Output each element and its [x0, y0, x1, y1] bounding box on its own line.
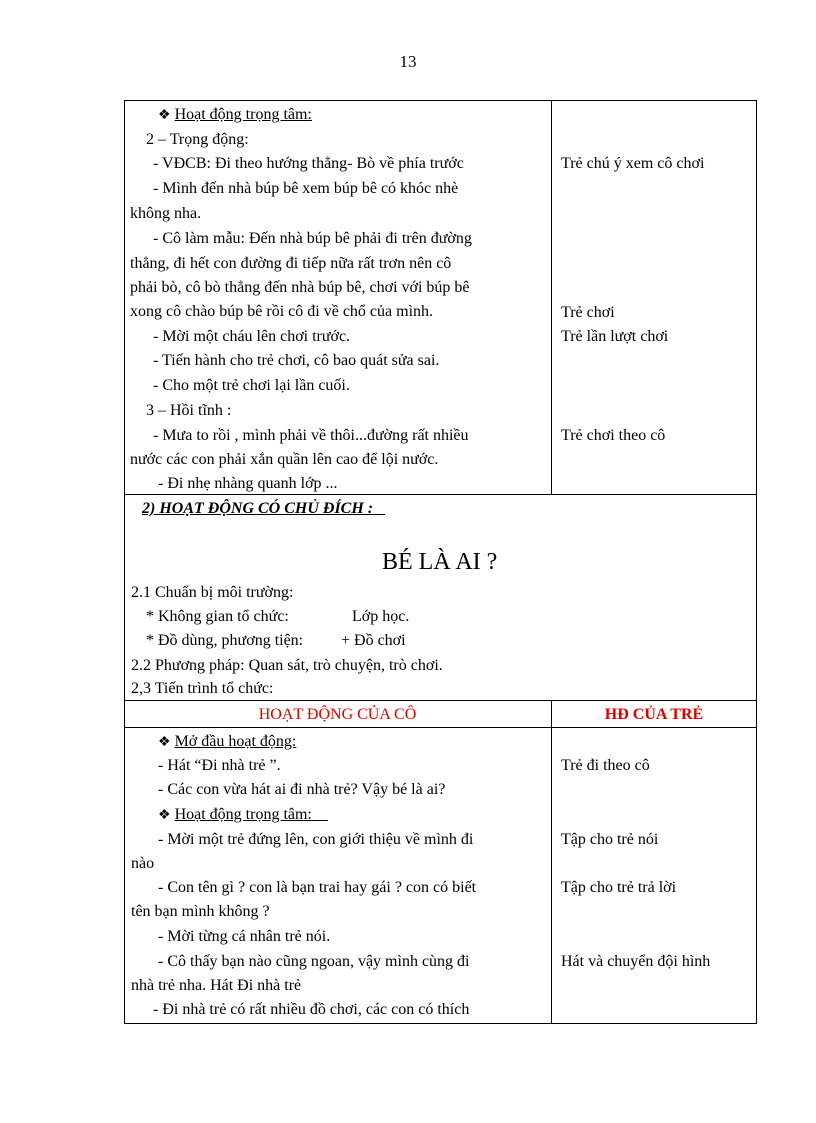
- text-line: - Mời từng cá nhân trẻ nói.: [158, 928, 331, 945]
- text-line: * Đồ dùng, phương tiện:: [146, 632, 304, 649]
- text-line: không nha.: [130, 205, 202, 222]
- text-line: - Cô thấy bạn nào cũng ngoan, vậy mình cùng đi: [158, 953, 470, 970]
- text-line: xong cô chào búp bê rồi cô đi về chổ của mình.: [130, 303, 434, 320]
- teacher-column-header: HOẠT ĐỘNG CỦA CÔ: [258, 706, 417, 723]
- column-divider: [551, 700, 552, 1024]
- child-activity: Trẻ chú ý xem cô chơi: [561, 155, 705, 172]
- header-divider: [124, 727, 757, 728]
- activity-heading: 2) HOẠT ĐỘNG CÓ CHỦ ĐÍCH :: [142, 500, 374, 517]
- section-heading: ❖ Hoạt động trọng tâm:: [158, 806, 312, 823]
- text-line: 2.1 Chuẩn bị môi trường:: [131, 584, 294, 601]
- text-line: 2.2 Phương pháp: Quan sát, trò chuyện, trò chơi.: [131, 657, 443, 674]
- page-number: 13: [399, 52, 417, 71]
- text-line: tên bạn mình không ?: [131, 903, 270, 920]
- text-line: Lớp học.: [352, 608, 410, 625]
- text-line: nào: [131, 855, 155, 872]
- text-line: thẳng, đi hết con đường đi tiếp nữa rất trơn nên cô: [130, 255, 452, 272]
- column-divider: [551, 100, 552, 495]
- child-activity: Tập cho trẻ trả lời: [561, 879, 677, 896]
- lesson-title: BÉ LÀ AI ?: [382, 549, 498, 575]
- child-activity: Trẻ lần lượt chơi: [561, 328, 669, 345]
- text-line: - Đi nhẹ nhàng quanh lớp ...: [158, 475, 338, 492]
- text-line: - Cho một trẻ chơi lại lần cuối.: [153, 377, 350, 394]
- text-line: - Hát “Đi nhà trẻ ”.: [158, 757, 281, 774]
- text-line: + Đồ chơi: [341, 632, 406, 649]
- child-column-header: HĐ CỦA TRẺ: [604, 706, 704, 723]
- text-line: * Không gian tổ chức:: [146, 608, 289, 625]
- section-heading: ❖ Mở đầu hoạt động:: [158, 733, 297, 750]
- text-line: - Tiến hành cho trẻ chơi, cô bao quát sửa sai.: [153, 352, 440, 369]
- text-line: 2 – Trọng động:: [146, 131, 249, 148]
- table-divider: [124, 700, 757, 701]
- text-line: - Cô làm mẫu: Đến nhà búp bê phải đi trên đường: [153, 230, 472, 247]
- section-heading: ❖ Hoạt động trọng tâm:: [158, 106, 312, 123]
- diamond-bullet-icon: ❖: [158, 108, 171, 123]
- text-line: - VĐCB: Đi theo hướng thẳng- Bò về phía trước: [153, 155, 464, 172]
- text-line: - Mưa to rồi , mình phải về thôi...đường rất nhiều: [153, 427, 469, 444]
- text-line: 3 – Hồi tĩnh :: [146, 402, 232, 419]
- text-line: nước các con phải xắn quần lên cao để lội nước.: [130, 451, 439, 468]
- text-line: phải bò, cô bò thẳng đến nhà búp bê, chơi với búp bê: [130, 279, 470, 296]
- child-activity: Trẻ đi theo cô: [561, 757, 650, 774]
- child-activity: Trẻ chơi theo cô: [561, 427, 666, 444]
- text-line: - Con tên gì ? con là bạn trai hay gái ? con có biết: [158, 879, 477, 896]
- child-activity: Tập cho trẻ nói: [561, 831, 659, 848]
- text-line: - Mình đến nhà búp bê xem búp bê có khóc nhè: [153, 180, 459, 197]
- text-line: - Đi nhà trẻ có rất nhiều đồ chơi, các con có thích: [153, 1001, 470, 1018]
- text-line: - Mời một cháu lên chơi trước.: [153, 328, 351, 345]
- text-line: - Các con vừa hát ai đi nhà trẻ? Vậy bé là ai?: [158, 781, 446, 798]
- text-line: - Mời một trẻ đứng lên, con giới thiệu về mình đi: [158, 831, 474, 848]
- text-line: 2,3 Tiến trình tổ chức:: [131, 680, 274, 697]
- diamond-bullet-icon: ❖: [158, 808, 171, 823]
- child-activity: Hát và chuyển đội hình: [561, 953, 711, 970]
- text-line: nhà trẻ nha. Hát Đi nhà trẻ: [131, 977, 302, 994]
- diamond-bullet-icon: ❖: [158, 735, 171, 750]
- child-activity: Trẻ chơi: [561, 304, 615, 321]
